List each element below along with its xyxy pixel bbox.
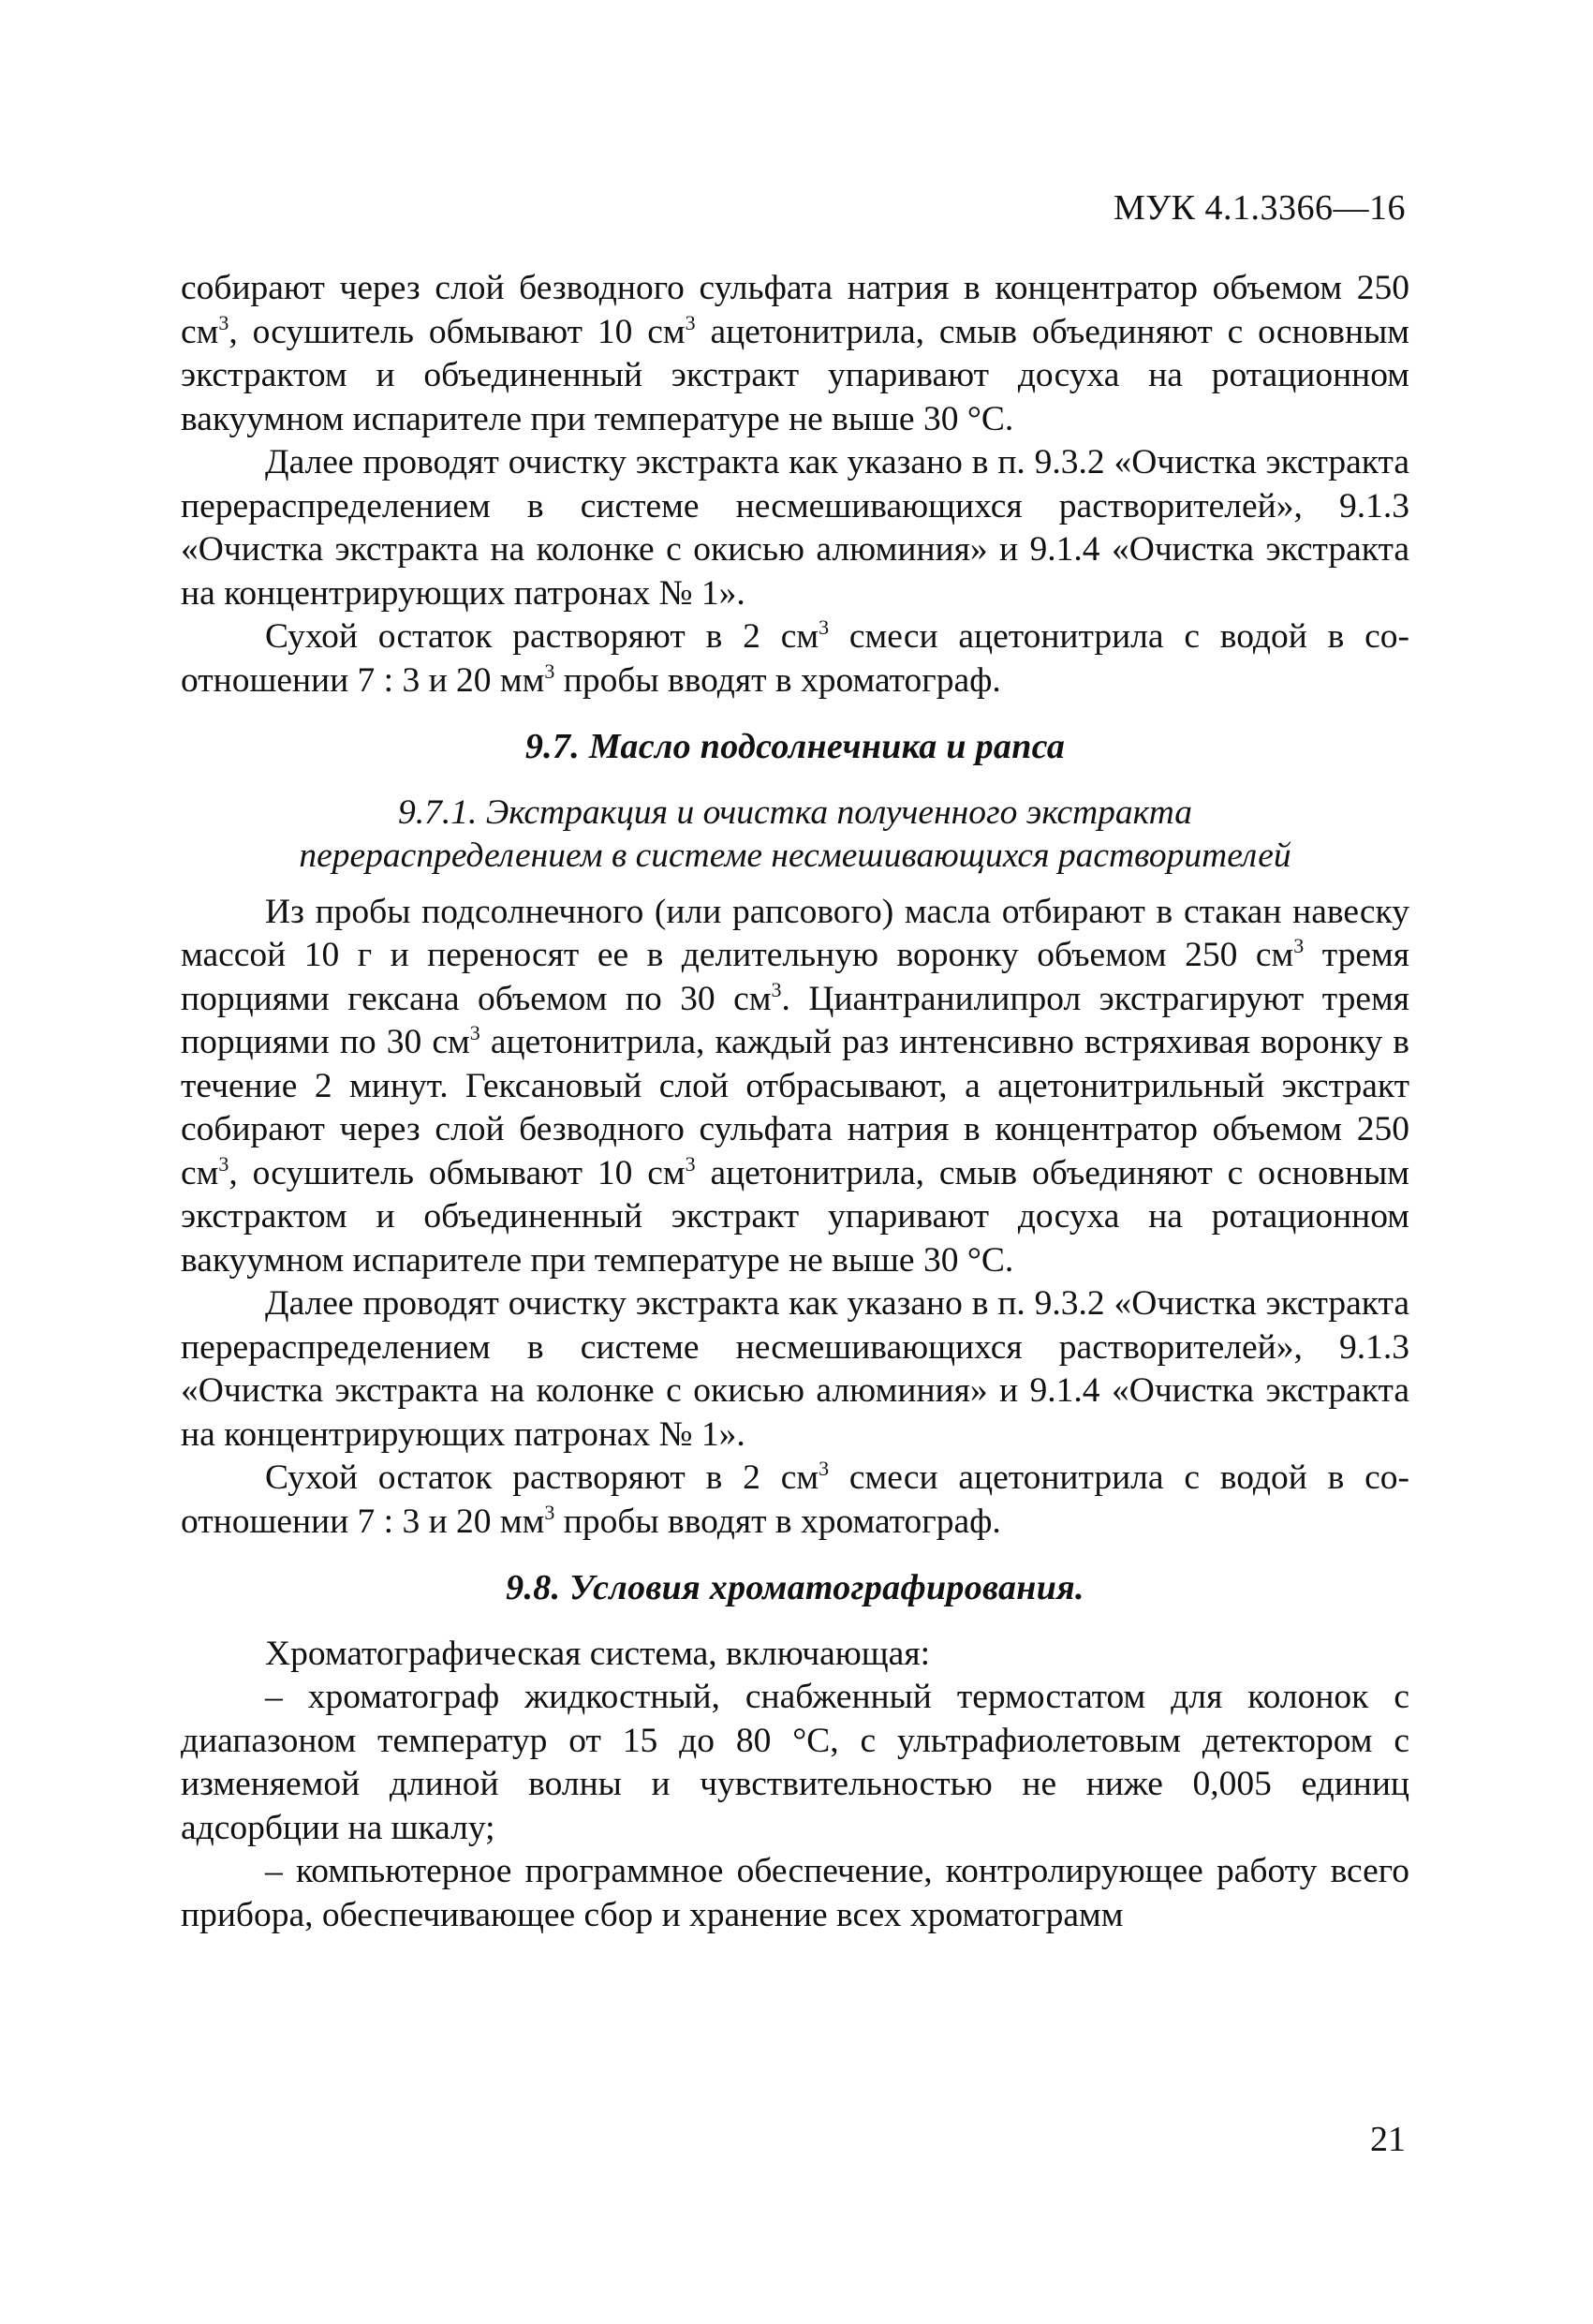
paragraph-oil-extraction [181,891,1409,1283]
text-run: . Циантранилипрол экстрагируют тремя порциями по 30 см [181,979,1409,1061]
text-run: , осушитель обмывают 10 см [229,1153,686,1192]
document-body [181,267,1409,1937]
section-heading-9-7: 9.7. Масло подсолнечника и рапса [524,727,1066,766]
text-run: собирают через слой безводного сульфата натрия в концентратор объемом 250 см [181,269,1409,351]
superscript: 3 [544,659,555,683]
paragraph-dry-residue [181,615,1409,703]
page-number: 21 [1370,2120,1406,2159]
text-run: Из пробы подсолнечного (или рапсового) масла отбирают в стакан навеску массой 10 г и переносят ее в делительную воронку объемом 250 см [181,892,1409,974]
text-run: пробы вводят в хроматограф. [554,1502,1001,1541]
paragraph-system-intro: Хроматографическая система, включающая: [265,1634,930,1673]
document-code-header: МУК 4.1.3366—16 [1113,188,1406,228]
section-heading-9-8: 9.8. Условия хроматографирования. [506,1568,1084,1607]
text-run: смеси ацетонитрила с водой в соотношении 7 : 3 и 20 мм [181,1458,1409,1541]
text-run: тремя порциями гексана объемом по 30 см [181,936,1409,1018]
superscript: 3 [1293,934,1305,957]
text-run: смеси ацетонитрила с водой в соотношении 7 : 3 и 20 мм [181,617,1409,700]
text-run: ацетонитрила, смыв объединяют с основным экстрактом и объединенный экстракт упаривают досуха на ротационном вакуумном испарителе при температуре не выше 30 °С. [181,1153,1409,1280]
superscript: 3 [819,1457,830,1480]
superscript: 3 [218,310,229,334]
text-run: ацетонитрила, смыв объединяют с основным экстрактом и объединенный экстракт упаривают досуха на ротационном вакуумном испарителе при температуре не выше 30 °С. [181,312,1409,438]
paragraph-dry-residue [181,1457,1409,1544]
subsection-heading-line: перераспределением в системе несмешивающихся растворителей [299,836,1291,875]
text-run: пробы вводят в хроматограф. [554,660,1001,700]
list-item-chromatograph: – хроматограф жидкостный, снабженный термостатом для колонок с диапазоном температур от 15 до 80 °С, с ультрафиолетовым детектором с изменяемой длиной волны и чувствительностью не ниже 0,005 единиц адсорбции на шкалу; [181,1678,1409,1847]
text-run: Сухой остаток растворяют в 2 см [265,1458,819,1497]
paragraph-cleanup-reference: Далее проводят очистку экстракта как указано в п. 9.3.2 «Очистка экстракта перераспределением в системе несмешивающихся растворителей», 9.1.3 «Очистка экстракта на колонке с окисью алюминия» и 9.1.4 «Очистка экстракта на концентрирующих патронах № 1». [181,1284,1409,1454]
text-run: ацетонитрила, каждый раз интенсивно встряхивая воронку в течение 2 минут. Гексановый слой отбрасывают, а ацетонитрильный экстракт собирают через слой безводного сульфата натрия в концентратор объемом 250 см [181,1023,1410,1192]
text-run: , осушитель обмывают 10 см [229,312,686,351]
list-item-software: – компьютерное программное обеспечение, контролирующее работу всего прибора, обеспечивающее сбор и хранение всех хроматограмм [181,1852,1409,1934]
superscript: 3 [685,1151,696,1176]
superscript: 3 [544,1500,555,1524]
superscript: 3 [469,1021,480,1044]
superscript: 3 [685,310,696,334]
superscript: 3 [218,1151,229,1176]
text-run: Сухой остаток растворяют в 2 см [265,617,819,656]
subsection-heading-line: 9.7.1. Экстракция и очистка полученного экстракта [397,792,1193,832]
superscript: 3 [771,977,782,1001]
superscript: 3 [819,615,830,639]
paragraph-cleanup-reference: Далее проводят очистку экстракта как указано в п. 9.3.2 «Очистка экстракта перераспределением в системе несмешивающихся растворителей», 9.1.3 «Очистка экстракта на колонке с окисью алюминия» и 9.1.4 «Очистка экстракта на концентрирующих патронах № 1». [181,443,1409,613]
paragraph-continuation [181,267,1409,441]
subsection-heading-9-7-1 [181,792,1409,878]
